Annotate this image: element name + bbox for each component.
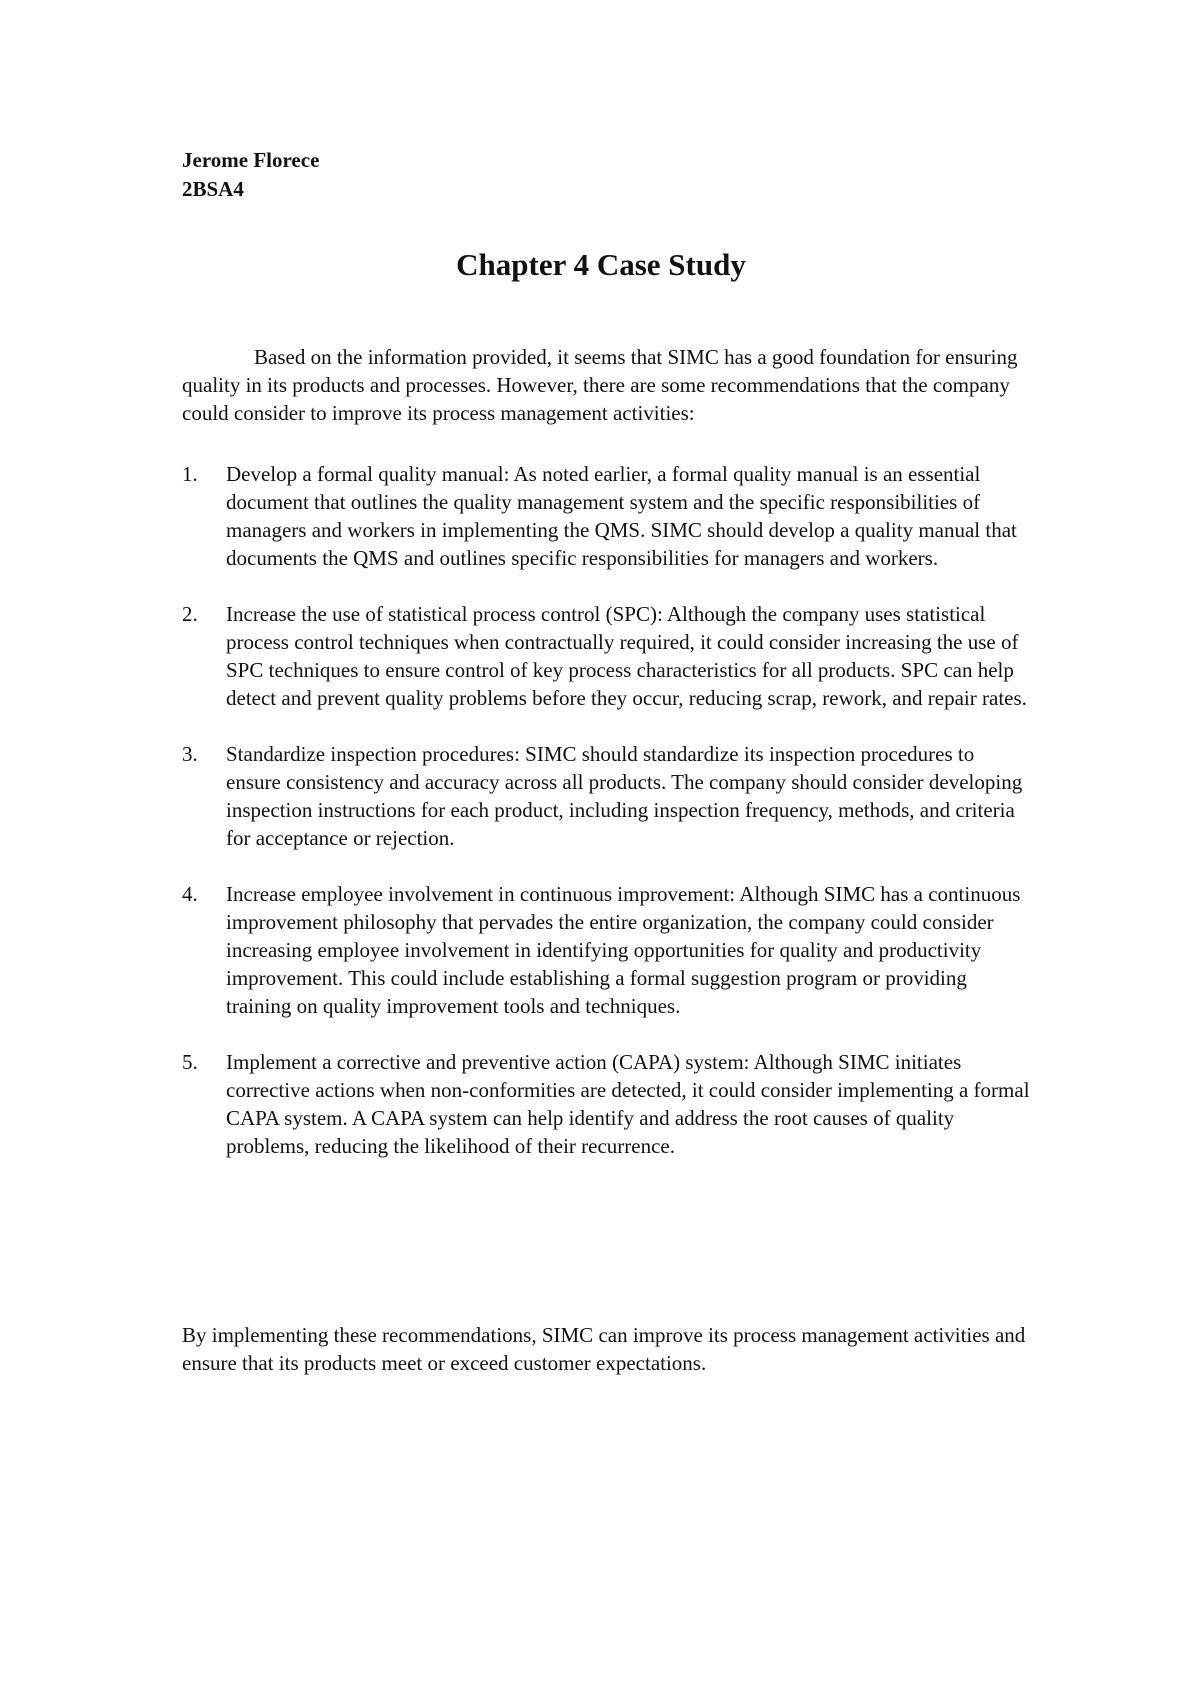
recommendation-item-2 xyxy=(182,600,1032,712)
introduction-paragraph: Based on the information provided, it seems that SIMC has a good foundation for ensuring quality in its products and processes. However, there are some recommendations that the company could consider to improve its process management activities: xyxy=(182,345,1018,425)
recommendation-text: Implement a corrective and preventive action (CAPA) system: Although SIMC initiates corrective actions when non-conformities are detected, it could consider implementing a formal CAPA system. A CAPA system can help identify and address the root causes of quality problems, reducing the likelihood of their recurrence. xyxy=(226,1050,1030,1158)
recommendation-text: Increase employee involvement in continuous improvement: Although SIMC has a continuous improvement philosophy that pervades the entire organization, the company could consider increasing employee involvement in identifying opportunities for quality and productivity improvement. This could include establishing a formal suggestion program or providing training on quality improvement tools and techniques. xyxy=(226,882,1021,1018)
recommendations-list xyxy=(182,460,1032,1188)
document-title: Chapter 4 Case Study xyxy=(456,246,746,282)
list-number: 5. xyxy=(182,1050,198,1074)
list-number: 1. xyxy=(182,462,198,486)
list-number: 4. xyxy=(182,882,198,906)
recommendation-item-4 xyxy=(182,880,1032,1020)
class-section: 2BSA4 xyxy=(182,177,244,201)
recommendation-item-5 xyxy=(182,1048,1032,1160)
recommendation-item-1 xyxy=(182,460,1032,572)
list-number: 2. xyxy=(182,602,198,626)
recommendation-text: Standardize inspection procedures: SIMC should standardize its inspection procedures to ensure consistency and accuracy across all products. The company should consider developing inspection instructions for each product, including inspection frequency, methods, and criteria for acceptance or rejection. xyxy=(226,742,1023,850)
author-name: Jerome Florece xyxy=(182,148,320,172)
recommendation-text: Increase the use of statistical process control (SPC): Although the company uses statistical process control techniques when contractually required, it could consider increasing the use of SPC techniques to ensure control of key process characteristics for all products. SPC can help detect and prevent quality problems before they occur, reducing scrap, rework, and repair rates. xyxy=(226,602,1027,710)
conclusion-paragraph: By implementing these recommendations, SIMC can improve its process management activities and ensure that its products meet or exceed customer expectations. xyxy=(182,1323,1026,1375)
list-number: 3. xyxy=(182,742,198,766)
recommendation-text: Develop a formal quality manual: As noted earlier, a formal quality manual is an essential document that outlines the quality management system and the specific responsibilities of managers and workers in implementing the QMS. SIMC should develop a quality manual that documents the QMS and outlines specific responsibilities for managers and workers. xyxy=(226,462,1017,570)
recommendation-item-3 xyxy=(182,740,1032,852)
student-header xyxy=(182,146,319,204)
